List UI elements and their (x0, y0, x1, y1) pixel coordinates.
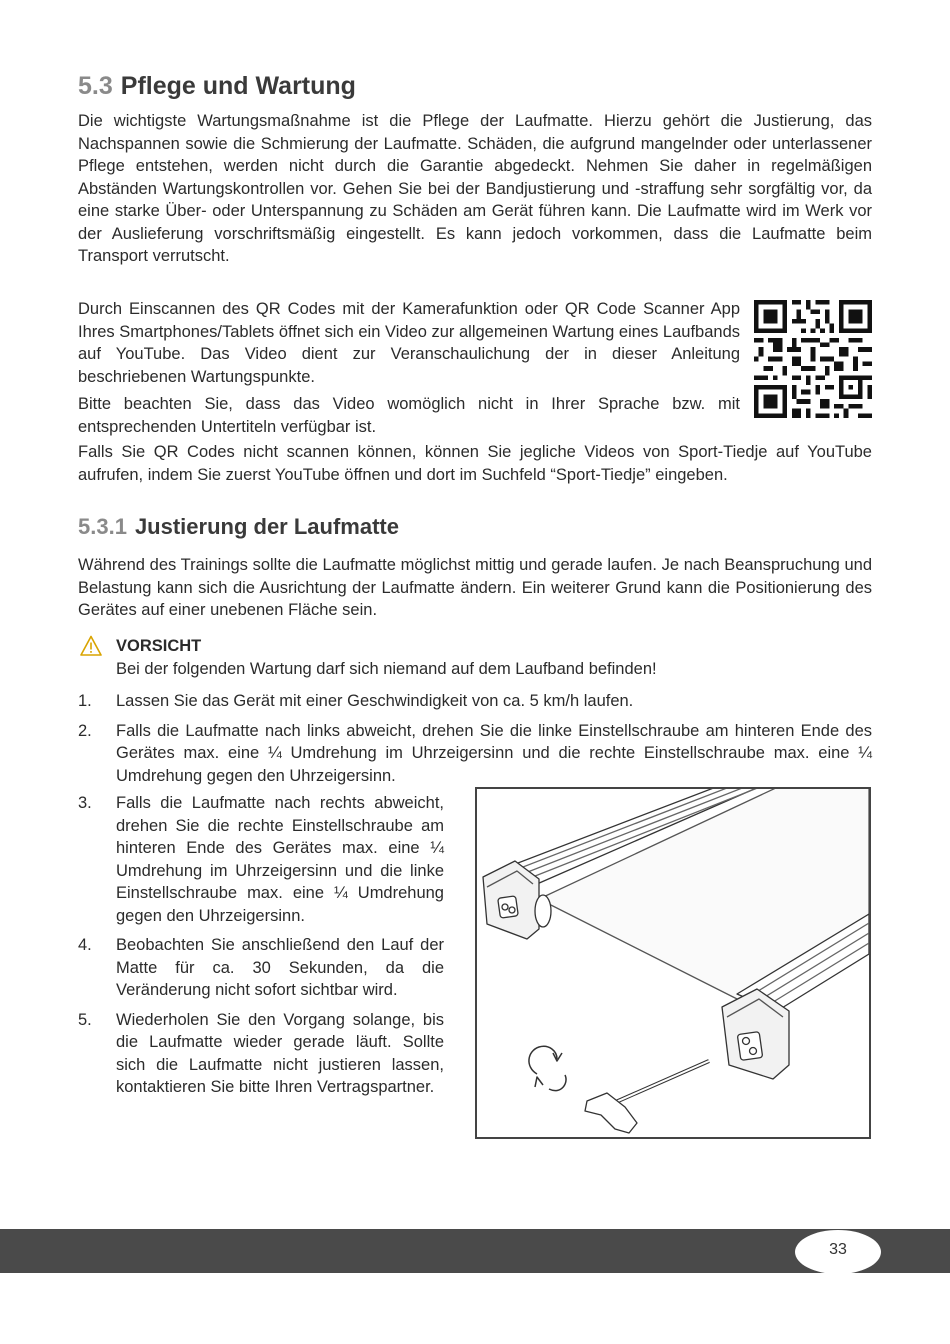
qr-description: Durch Einscannen des QR Codes mit der Kamerafunktion oder QR Code Scanner App Ihres Smartphones/Tablets öffnet sich ein Video zur allgemeinen Wartung eines Laufbands auf YouTube. Das Video dient zur Veranschaulichung der in dieser Anleitung beschriebenen Wartungspunkte. (78, 300, 740, 386)
subsection-number: 5.3.1 (78, 514, 127, 539)
step-number: 4. (78, 936, 92, 954)
step-text: Wiederholen Sie den Vorgang solange, bis die Laufmatte wieder gerade läuft. Sollte sich die Laufmatte nicht justieren lassen, kontaktieren Sie bitte Ihren Vertragspartner. (116, 1010, 444, 1096)
qr-code[interactable] (754, 300, 872, 418)
youtube-note: Falls Sie QR Codes nicht scannen können, können Sie jegliche Videos von Sport-Tiedje auf YouTube aufrufen, indem Sie zuerst YouTube öffnen und dort im Suchfeld “Sport-Tiedje” eingeben. (78, 443, 872, 484)
section-heading (78, 72, 356, 101)
step-item (78, 934, 444, 1002)
subsection-heading (78, 514, 399, 540)
step-number: 1. (78, 692, 92, 710)
step-item (78, 690, 872, 713)
step-number: 5. (78, 1010, 92, 1029)
step-text: Beobachten Sie anschließend den Lauf der Matte für ca. 30 Sekunden, da die Veränderung nicht sofort sichtbar wird. (116, 936, 444, 999)
treadmill-adjustment-illustration (475, 787, 871, 1139)
steps-list (78, 690, 872, 794)
section-number: 5.3 (78, 72, 113, 100)
step-item (78, 792, 444, 927)
step-text: Falls die Laufmatte nach rechts abweicht, drehen Sie die rechte Einstellschraube am hinteren Ende des Gerätes max. eine ¼ Umdrehung im Uhrzeigersinn und die linke Einstellschraube max. eine ¼ Umdrehung gegen den Uhrzeigersinn. (116, 794, 444, 925)
section-intro: Die wichtigste Wartungsmaßnahme ist die Pflege der Laufmatte. Hierzu gehört die Justierung, das Nachspannen sowie die Schmierung der Laufmatte. Schäden, die aufgrund mangelnder oder unterlassener Pflege entstehen, werden nicht durch die Garantie abgedeckt. Nehmen Sie daher in regelmäßigen Abständen Wartungskontrollen vor. Gehen Sie bei der Bandjustierung und -straffung sehr sorgfältig vor, da eine starke Über- oder Unterspannung zu Schäden am Gerät führen kann. Die Laufmatte wird im Werk vor der Auslieferung vorschriftsmäßig eingestellt. Es kann jedoch vorkommen, dass die Laufmatte beim Transport verrutscht. (78, 112, 872, 265)
step-text: Lassen Sie das Gerät mit einer Geschwindigkeit von ca. 5 km/h laufen. (116, 692, 634, 710)
page-number: 33 (829, 1241, 847, 1258)
step-number: 3. (78, 794, 92, 812)
caution-title: VORSICHT (116, 637, 202, 655)
section-title: Pflege und Wartung (120, 72, 356, 100)
subsection-intro: Während des Trainings sollte die Laufmatte möglichst mittig und gerade laufen. Je nach Beanspruchung und Belastung kann sich die Ausrichtung der Laufmatte ändern. Ein weiterer Grund kann die Positionierung des Gerätes auf einer unebenen Fläche sein. (78, 556, 872, 619)
step-text: Falls die Laufmatte nach links abweicht, drehen Sie die linke Einstellschraube am hinteren Ende des Gerätes max. eine ¼ Umdrehung im Uhrzeigersinn und die rechte Einstellschraube max. eine ¼ Umdrehung gegen den Uhrzeigersinn. (116, 721, 872, 785)
subsection-title: Justierung der Laufmatte (134, 514, 399, 539)
treadmill-drawing (477, 789, 869, 1137)
step-item (78, 1009, 444, 1099)
caution-text: Bei der folgenden Wartung darf sich niemand auf dem Laufband befinden! (116, 660, 657, 678)
step-item (78, 720, 872, 788)
step-number: 2. (78, 721, 92, 740)
warning-triangle-icon (80, 635, 102, 657)
language-note: Bitte beachten Sie, dass das Video womöglich nicht in Ihrer Sprache bzw. mit entsprechenden Untertiteln verfügbar ist. (78, 395, 740, 436)
steps-list-continued (78, 792, 444, 1106)
